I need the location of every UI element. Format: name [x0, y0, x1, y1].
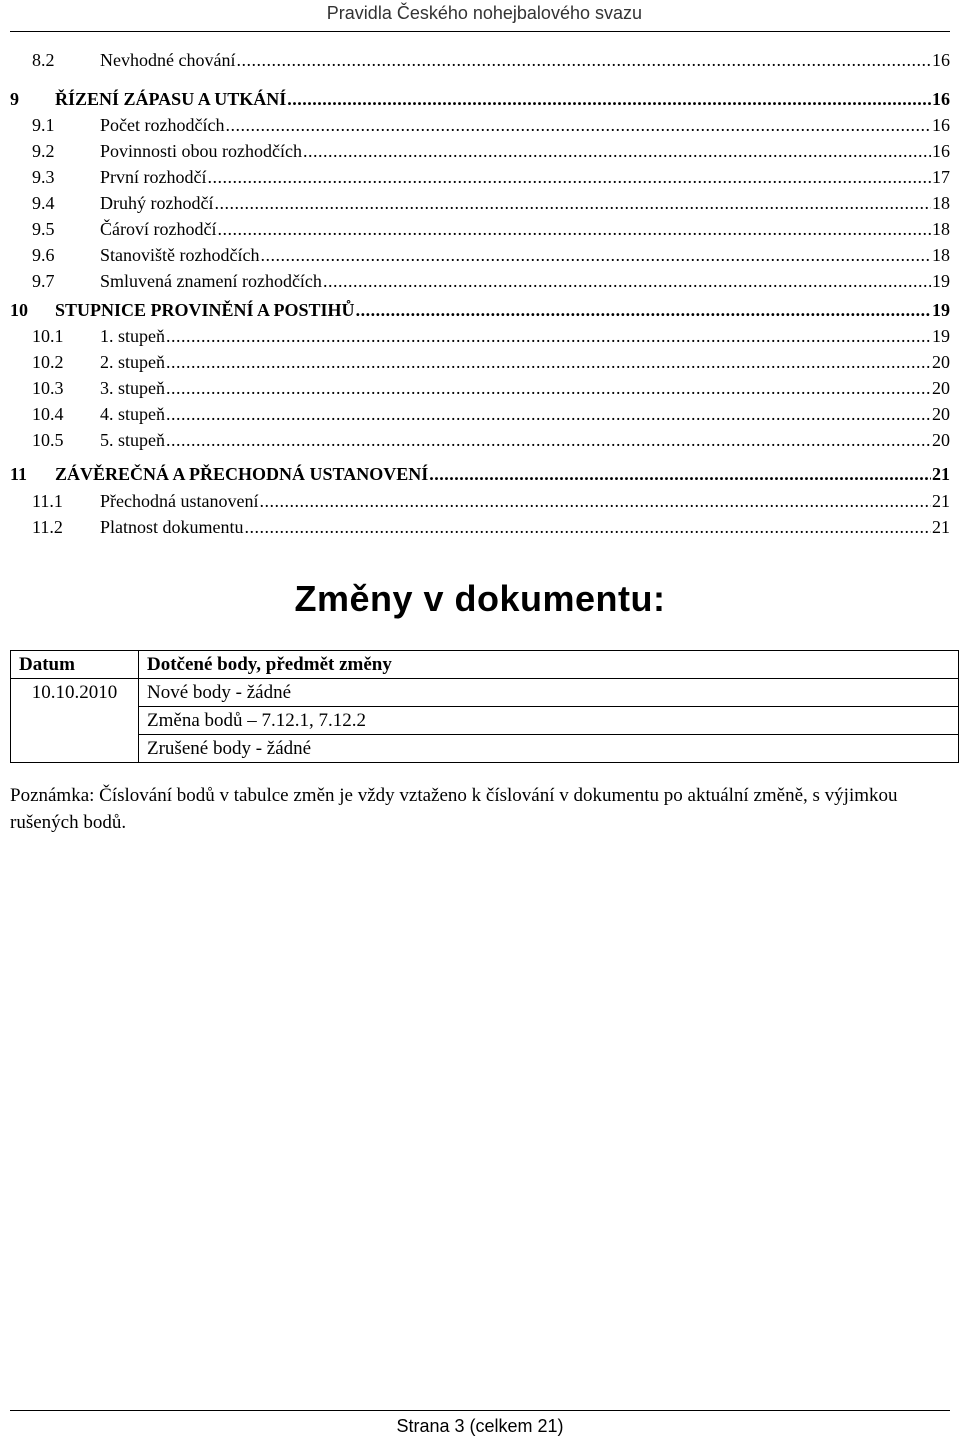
toc-entry-number: 9.5 [32, 219, 55, 239]
toc-entry-page: 19 [932, 300, 950, 320]
toc-entry-title: Nevhodné chování [100, 50, 236, 70]
toc-entry-number: 10.5 [32, 430, 64, 450]
table-row [11, 679, 959, 707]
toc-entry-number: 8.2 [32, 50, 55, 70]
toc-entry-page: 18 [932, 219, 950, 239]
toc-entry [10, 138, 950, 164]
toc-entry-title: Druhý rozhodčí [100, 193, 214, 213]
document-title: Pravidla Českého nohejbalového svazu [326, 3, 642, 23]
toc-leader-dots [166, 427, 931, 453]
toc-entry-number: 11.2 [32, 517, 63, 537]
toc-entry-title: ZÁVĚREČNÁ A PŘECHODNÁ USTANOVENÍ [55, 464, 429, 484]
toc-entry-title: 4. stupeň [100, 404, 165, 424]
toc-entry-number: 11.1 [32, 491, 63, 511]
toc-entry-number: 11 [10, 464, 28, 484]
toc-entry-page: 20 [932, 378, 950, 398]
toc-entry-page: 20 [932, 430, 950, 450]
toc-entry [10, 112, 950, 138]
toc-entry-page: 19 [932, 271, 950, 291]
change-description: Nové body - žádné [139, 679, 959, 707]
toc-entry-title: 3. stupeň [100, 378, 165, 398]
toc-entry [10, 190, 950, 216]
change-description: Zrušené body - žádné [139, 735, 959, 763]
toc-entry-number: 9.1 [32, 115, 55, 135]
toc-leader-dots [166, 401, 931, 427]
note-paragraph: Poznámka: Číslování bodů v tabulce změn je vždy vztaženo k číslování v dokumentu po aktuální změně, s výjimkou rušených bodů. [10, 785, 898, 833]
toc-entry-page: 16 [932, 141, 950, 161]
toc-entry [10, 461, 950, 487]
toc-entry [10, 216, 950, 242]
toc-entry [10, 375, 950, 401]
toc-leader-dots [356, 297, 931, 323]
toc-entry-title: Počet rozhodčích [100, 115, 225, 135]
toc-entry-number: 9.6 [32, 245, 55, 265]
changes-heading: Změny v dokumentu: [294, 578, 666, 619]
toc-leader-dots [323, 268, 931, 294]
toc-leader-dots [166, 349, 931, 375]
date-column-header: Datum [11, 651, 139, 679]
toc-entry-page: 21 [932, 464, 950, 484]
toc-entry [10, 297, 950, 323]
header-divider [10, 31, 950, 32]
toc-leader-dots [166, 323, 931, 349]
toc-entry-number: 10.2 [32, 352, 64, 372]
toc-entry [10, 47, 950, 73]
toc-entry [10, 349, 950, 375]
toc-leader-dots [287, 86, 931, 112]
toc-entry-title: Přechodná ustanovení [100, 491, 259, 511]
toc-entry-title: 1. stupeň [100, 326, 165, 346]
toc-leader-dots [259, 488, 931, 514]
toc-entry-page: 17 [932, 167, 950, 187]
toc-entry-title: 5. stupeň [100, 430, 165, 450]
toc-entry-page: 18 [932, 245, 950, 265]
toc-leader-dots [217, 216, 931, 242]
toc-entry-number: 10.4 [32, 404, 64, 424]
toc-entry [10, 164, 950, 190]
toc-entry [10, 401, 950, 427]
toc-entry-title: Stanoviště rozhodčích [100, 245, 260, 265]
toc-leader-dots [303, 138, 931, 164]
toc-entry-page: 20 [932, 352, 950, 372]
toc-entry-number: 9.3 [32, 167, 55, 187]
toc-entry-title: První rozhodčí [100, 167, 207, 187]
toc-entry [10, 488, 950, 514]
toc-entry-title: STUPNICE PROVINĚNÍ A POSTIHŮ [55, 300, 355, 320]
changes-table [10, 650, 959, 763]
change-date [11, 735, 139, 763]
toc-entry-page: 16 [932, 89, 950, 109]
changes-table-header [11, 651, 959, 679]
toc-entry-title: Platnost dokumentu [100, 517, 244, 537]
change-date: 10.10.2010 [11, 679, 139, 707]
toc-entry-page: 18 [932, 193, 950, 213]
toc-entry-page: 16 [932, 115, 950, 135]
toc-entry [10, 514, 950, 540]
page-number: Strana 3 (celkem 21) [396, 1416, 564, 1436]
toc-entry-number: 9 [10, 89, 19, 109]
toc-leader-dots [207, 164, 931, 190]
toc-entry-title: Povinnosti obou rozhodčích [100, 141, 302, 161]
toc-entry [10, 427, 950, 453]
toc-leader-dots [245, 514, 932, 540]
items-column-header: Dotčené body, předmět změny [139, 651, 959, 679]
toc-leader-dots [236, 47, 931, 73]
toc-entry-number: 9.2 [32, 141, 55, 161]
toc-entry-title: Smluvená znamení rozhodčích [100, 271, 322, 291]
footer-divider [10, 1410, 950, 1411]
toc-entry-title: 2. stupeň [100, 352, 165, 372]
toc-leader-dots [429, 461, 931, 487]
toc-entry-page: 20 [932, 404, 950, 424]
toc-entry-number: 9.4 [32, 193, 55, 213]
toc-entry [10, 323, 950, 349]
toc-entry-number: 10.3 [32, 378, 64, 398]
toc-leader-dots [260, 242, 931, 268]
toc-leader-dots [225, 112, 931, 138]
toc-leader-dots [214, 190, 931, 216]
toc-entry-page: 21 [932, 517, 950, 537]
table-row [11, 707, 959, 735]
toc-entry-page: 16 [932, 50, 950, 70]
toc-leader-dots [166, 375, 931, 401]
toc-entry-title: ŘÍZENÍ ZÁPASU A UTKÁNÍ [55, 89, 287, 109]
toc-entry [10, 268, 950, 294]
toc-entry [10, 86, 950, 112]
table-row [11, 735, 959, 763]
toc-entry [10, 242, 950, 268]
toc-entry-page: 19 [932, 326, 950, 346]
toc-entry-number: 10 [10, 300, 28, 320]
toc-entry-page: 21 [932, 491, 950, 511]
toc-entry-number: 10.1 [32, 326, 64, 346]
change-description: Změna bodů – 7.12.1, 7.12.2 [139, 707, 959, 735]
change-date [11, 707, 139, 735]
toc-entry-number: 9.7 [32, 271, 55, 291]
toc-entry-title: Čároví rozhodčí [100, 219, 217, 239]
